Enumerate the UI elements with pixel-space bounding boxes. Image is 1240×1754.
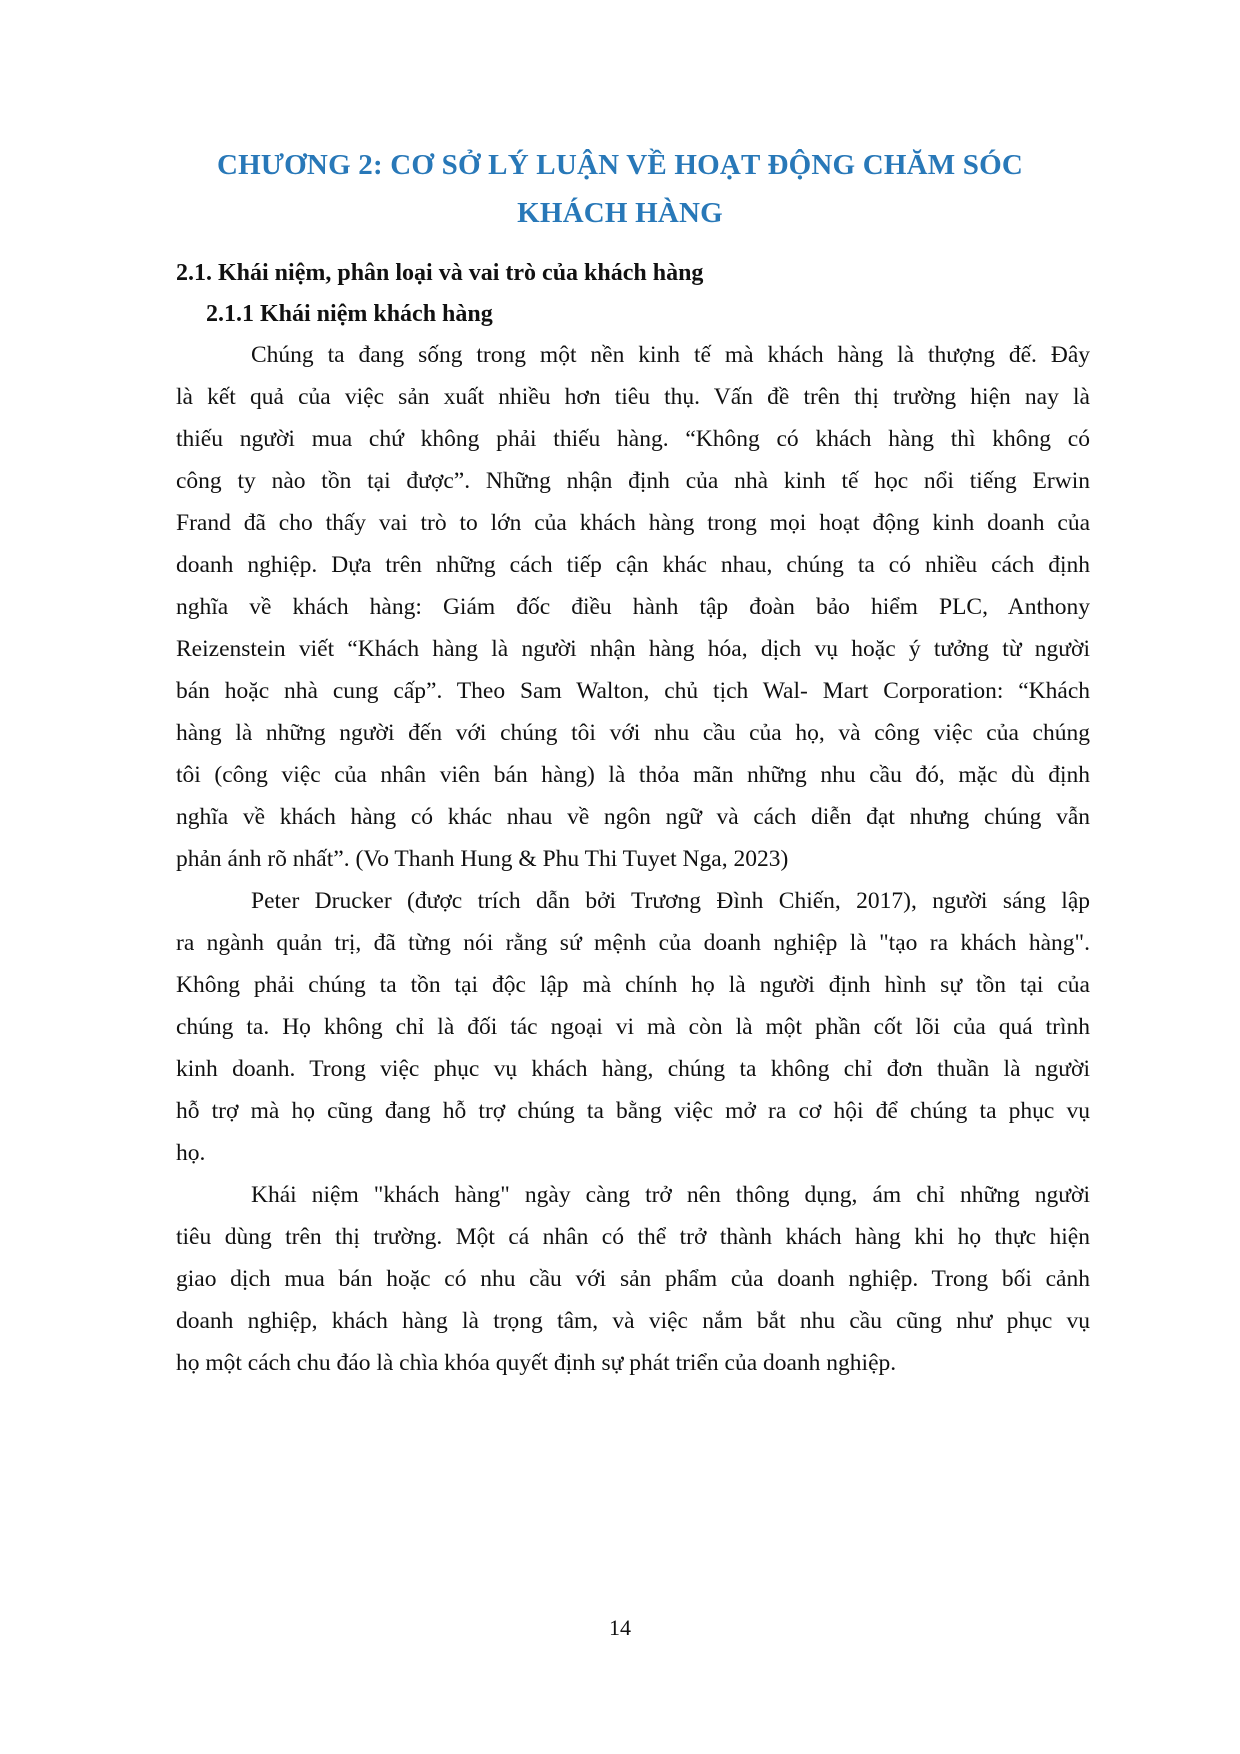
paragraph-line: Reizenstein viết “Khách hàng là người nhận hàng hóa, dịch vụ hoặc ý tưởng từ người (176, 636, 1090, 662)
paragraph-line: tôi (công việc của nhân viên bán hàng) là thỏa mãn những nhu cầu đó, mặc dù định (176, 762, 1090, 788)
paragraph-line: hỗ trợ mà họ cũng đang hỗ trợ chúng ta bằng việc mở ra cơ hội để chúng ta phục vụ (176, 1098, 1090, 1124)
paragraph-line: Frand đã cho thấy vai trò to lớn của khách hàng trong mọi hoạt động kinh doanh của (176, 510, 1090, 536)
subsection-heading: 2.1.1 Khái niệm khách hàng (206, 301, 493, 327)
paragraph-line: Không phải chúng ta tồn tại độc lập mà chính họ là người định hình sự tồn tại của (176, 972, 1090, 998)
paragraph-line: ra ngành quản trị, đã từng nói rằng sứ mệnh của doanh nghiệp là "tạo ra khách hàng". (176, 930, 1090, 956)
paragraph-line: thiếu người mua chứ không phải thiếu hàng. “Không có khách hàng thì không có (176, 426, 1090, 452)
paragraph-line: Khái niệm "khách hàng" ngày càng trở nên thông dụng, ám chỉ những người (251, 1182, 1090, 1208)
paragraph-line: hàng là những người đến với chúng tôi với nhu cầu của họ, và công việc của chúng (176, 720, 1090, 746)
page-number: 14 (609, 1615, 631, 1640)
paragraph-line: chúng ta. Họ không chỉ là đối tác ngoại vi mà còn là một phần cốt lõi của quá trình (176, 1014, 1090, 1040)
paragraph-line: Peter Drucker (được trích dẫn bởi Trương Đình Chiến, 2017), người sáng lập (251, 888, 1090, 914)
chapter-title-line-2: KHÁCH HÀNG (517, 197, 723, 229)
paragraph-line: Chúng ta đang sống trong một nền kinh tế mà khách hàng là thượng đế. Đây (251, 342, 1090, 368)
paragraph-line: kinh doanh. Trong việc phục vụ khách hàng, chúng ta không chỉ đơn thuần là người (176, 1056, 1090, 1082)
paragraph-line: bán hoặc nhà cung cấp”. Theo Sam Walton, chủ tịch Wal- Mart Corporation: “Khách (176, 678, 1090, 704)
paragraph-line: là kết quả của việc sản xuất nhiều hơn tiêu thụ. Vấn đề trên thị trường hiện nay là (176, 384, 1090, 410)
paragraph-line: phản ánh rõ nhất”. (Vo Thanh Hung & Phu Thi Tuyet Nga, 2023) (176, 846, 789, 872)
paragraph-line: doanh nghiệp, khách hàng là trọng tâm, và việc nắm bắt nhu cầu cũng như phục vụ (176, 1308, 1090, 1334)
paragraph-line: tiêu dùng trên thị trường. Một cá nhân có thể trở thành khách hàng khi họ thực hiện (176, 1224, 1090, 1250)
paragraph-line: nghĩa về khách hàng có khác nhau về ngôn ngữ và cách diễn đạt nhưng chúng vẫn (176, 804, 1090, 830)
paragraph-line: họ một cách chu đáo là chìa khóa quyết định sự phát triển của doanh nghiệp. (176, 1350, 897, 1376)
section-heading: 2.1. Khái niệm, phân loại và vai trò của khách hàng (176, 260, 704, 286)
paragraph-line: họ. (176, 1140, 206, 1166)
paragraph-line: công ty nào tồn tại được”. Những nhận định của nhà kinh tế học nổi tiếng Erwin (176, 468, 1090, 494)
paragraph-line: doanh nghiệp. Dựa trên những cách tiếp cận khác nhau, chúng ta có nhiều cách định (176, 552, 1090, 578)
paragraph-line: nghĩa về khách hàng: Giám đốc điều hành tập đoàn bảo hiểm PLC, Anthony (176, 594, 1090, 620)
chapter-title-line-1: CHƯƠNG 2: CƠ SỞ LÝ LUẬN VỀ HOẠT ĐỘNG CHĂM SÓC (216, 149, 1024, 181)
paragraph-line: giao dịch mua bán hoặc có nhu cầu với sản phẩm của doanh nghiệp. Trong bối cảnh (176, 1266, 1090, 1292)
